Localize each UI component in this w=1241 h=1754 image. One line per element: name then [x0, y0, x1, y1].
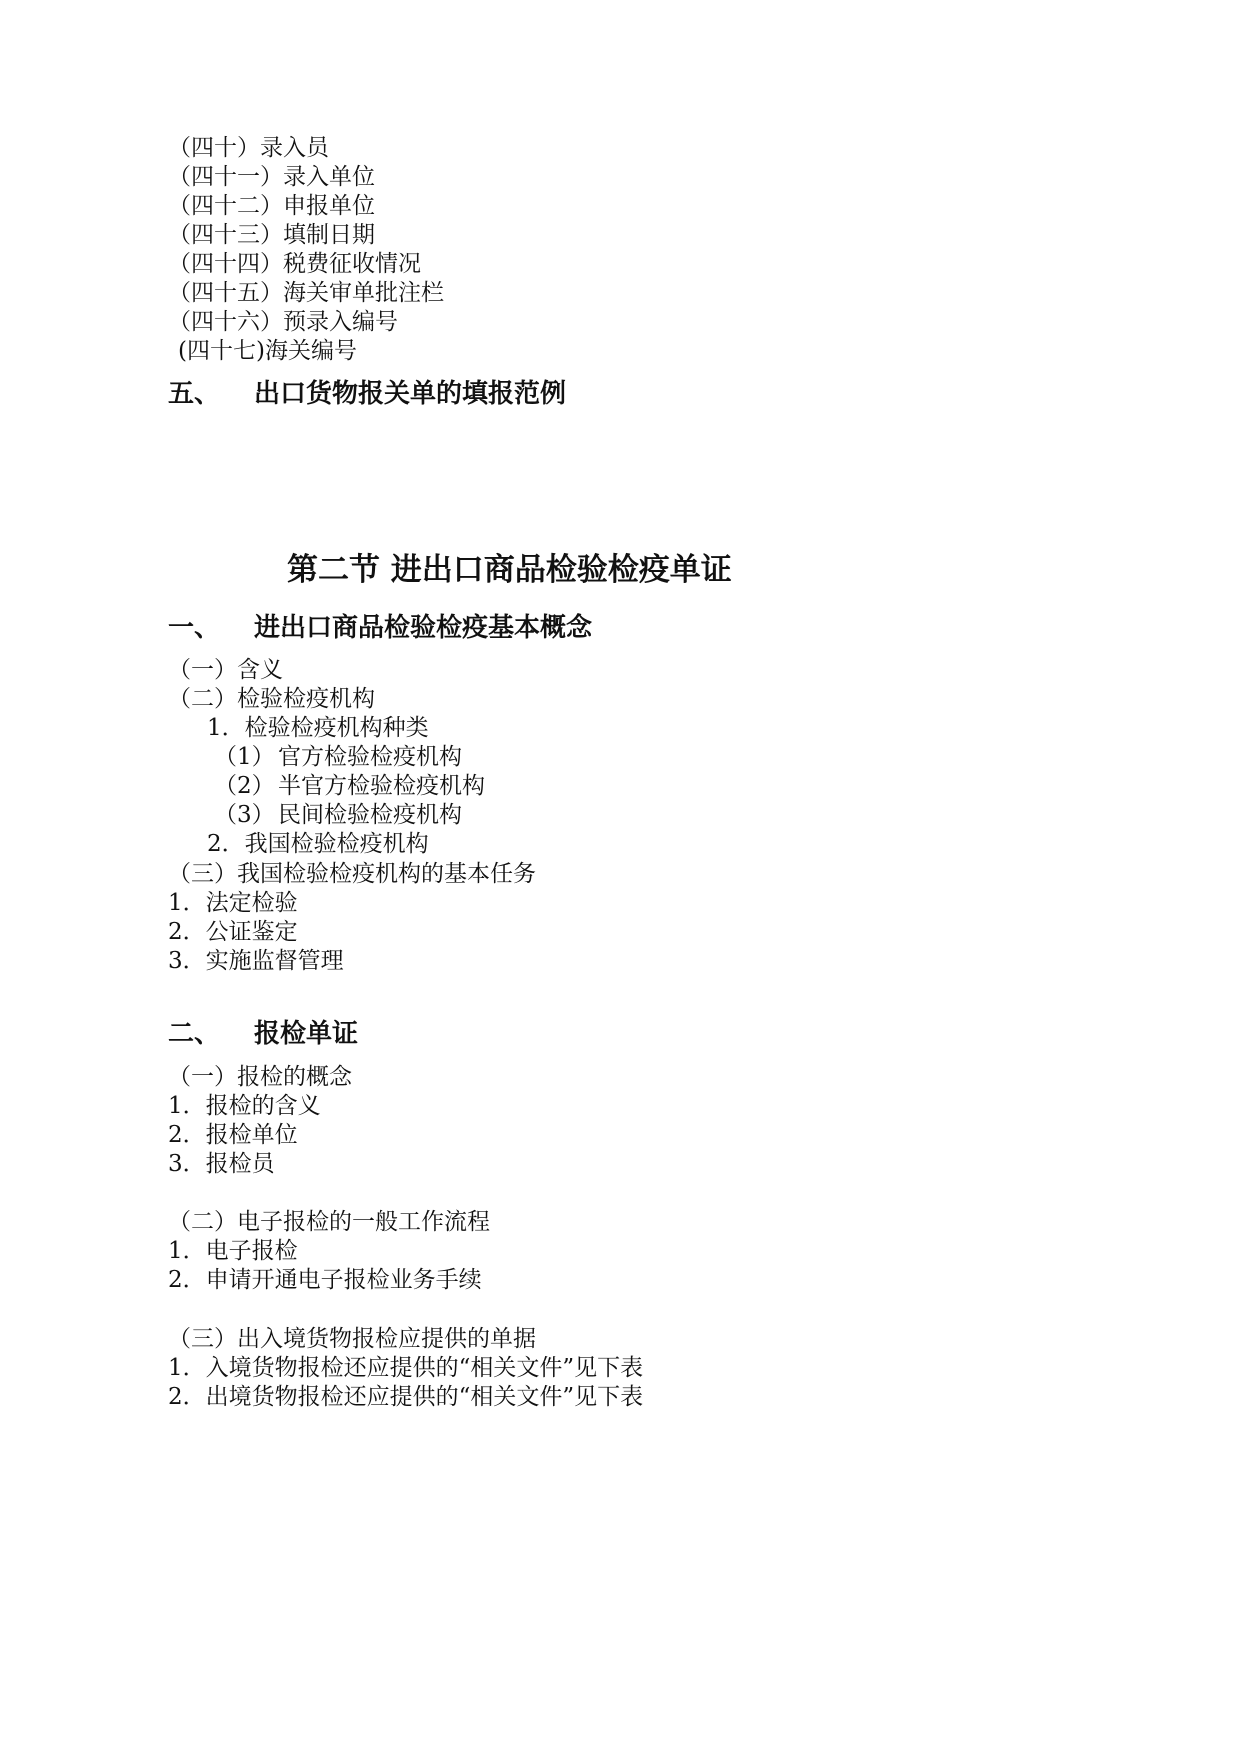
part2-group2-item-2: 2．申请开通电子报检业务手续: [168, 1267, 482, 1293]
part2-group1-title: （一）报检的概念: [168, 1064, 352, 1090]
part1-sub-2: 2．我国检验检疫机构: [207, 831, 429, 857]
list-item-40: （四十）录入员: [168, 135, 329, 161]
list-item-44: （四十四）税费征收情况: [168, 251, 421, 277]
heading-two-number: 二、: [168, 1019, 221, 1049]
part1-item-3: （三）我国检验检疫机构的基本任务: [168, 861, 536, 887]
list-item-41: （四十一）录入单位: [168, 164, 375, 190]
part1-sub1-item-2-text: 半官方检验检疫机构: [278, 773, 485, 799]
list-item-47: (四十七)海关编号: [178, 338, 357, 364]
part1-sub1-item-3: [214, 801, 462, 829]
heading-five-text: 出口货物报关单的填报范例: [254, 379, 567, 409]
part2-group3-title: （三）出入境货物报检应提供的单据: [168, 1326, 536, 1352]
part1-sub1-item-3-text: 民间检验检疫机构: [278, 802, 462, 828]
part2-group1-item-3: 3．报检员: [168, 1151, 275, 1177]
heading-one: [168, 612, 592, 644]
part1-item-2: （二）检验检疫机构: [168, 686, 375, 712]
part1-sub-1: 1．检验检疫机构种类: [207, 715, 429, 741]
heading-one-number: 一、: [168, 613, 221, 643]
part1-sub1-item-1-text: 官方检验检疫机构: [278, 744, 462, 770]
part1-item-1: （一）含义: [168, 657, 283, 683]
heading-five: [168, 378, 566, 410]
part1-sub1-item-3-number: （3）: [214, 802, 275, 828]
part1-sub1-item-1: [214, 743, 462, 771]
part2-group1-item-2: 2．报检单位: [168, 1122, 298, 1148]
part1-sub1-item-2-number: （2）: [214, 773, 275, 799]
part2-group2-item-1: 1．电子报检: [168, 1238, 298, 1264]
list-item-45: （四十五）海关审单批注栏: [168, 280, 444, 306]
part1-task-2: 2．公证鉴定: [168, 919, 298, 945]
heading-two: [168, 1018, 358, 1050]
list-item-46: （四十六）预录入编号: [168, 309, 398, 335]
part2-group1-item-1: 1．报检的含义: [168, 1093, 321, 1119]
part1-sub1-item-1-number: （1）: [214, 744, 275, 770]
list-item-43: （四十三）填制日期: [168, 222, 375, 248]
heading-one-text: 进出口商品检验检疫基本概念: [254, 613, 593, 643]
part2-group3-item-2: 2．出境货物报检还应提供的“相关文件”见下表: [168, 1384, 644, 1410]
list-item-42: （四十二）申报单位: [168, 193, 375, 219]
heading-five-number: 五、: [168, 379, 221, 409]
heading-two-text: 报检单证: [254, 1019, 359, 1049]
part1-sub1-item-2: [214, 772, 485, 800]
part2-group2-title: （二）电子报检的一般工作流程: [168, 1209, 490, 1235]
part1-task-3: 3．实施监督管理: [168, 948, 344, 974]
section-title: 第二节 进出口商品检验检疫单证: [287, 552, 732, 588]
part1-task-1: 1．法定检验: [168, 890, 298, 916]
part2-group3-item-1: 1．入境货物报检还应提供的“相关文件”见下表: [168, 1355, 644, 1381]
